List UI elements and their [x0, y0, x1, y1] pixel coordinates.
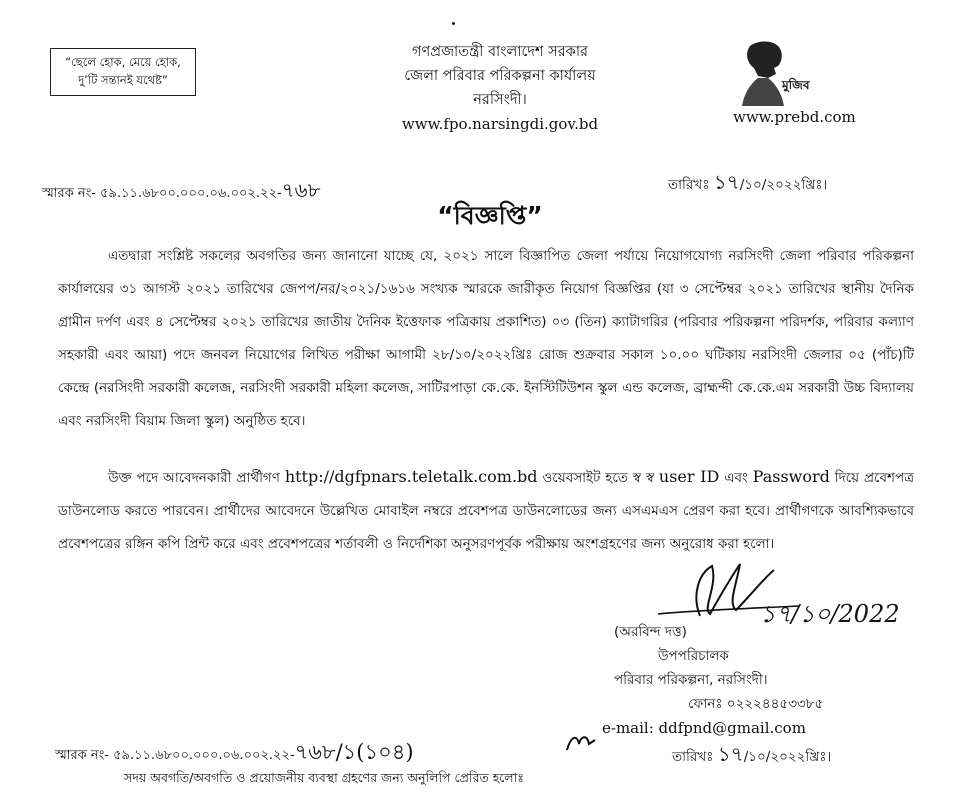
portrait-icon [728, 38, 820, 108]
para1-text: এতদ্বারা সংশ্লিষ্ট সকলের অবগতির জন্য জানানো যাচ্ছে যে, ২০২১ সালে বিজ্ঞাপিত জেলা পর্যায়ে নিয়োগযোগ্য নরসিংদী জেলা পরিবার পরিকল্পনা কার্যালয়ের ৩১ আগস্ট ২০২১ তারিখের জেপপ/নর/২০২১/১৬১৬ সংখ্যক স্মারকে জারীকৃত নিয়োগ বিজ্ঞপ্তির (যা ৩ সেপ্টেম্বর ২০২১ তারিখের স্থানীয় দৈনিক গ্রামীন দর্পণ এবং ৪ সেপ্টেম্বর ২০২১ তারিখের জাতীয় দৈনিক ইত্তেফাক পত্রিকায় প্রকাশিত) ০৩ (তিন) ক্যাটাগরির (পরিবার পরিকল্পনা পরিদর্শক, পরিবার কল্যাণ সহকারী এবং আয়া) পদে জনবল নিয়োগের লিখিত পরীক্ষা আগামী ২৮/১০/২০২২খ্রিঃ রোজ শুক্রবার সকাল ১০.০০ ঘটিকায় নরসিংদী জেলার ০৫ (পাঁচ)টি কেন্দ্রে (নরসিংদী সরকারী কলেজ, নরসিংদী সরকারী মহিলা কলেজ, সাটিরপাড়া কে.কে. ইনস্টিটিউশন স্কুল এন্ড কলেজ, ব্রাহ্মন্দী কে.কে.এম সরকারী উচ্চ বিদ্যালয় এবং নরসিংদী বিয়াম জিলা স্কুল) অনুষ্ঠিত হবে। [58, 248, 914, 429]
signatory-email[interactable]: e-mail: ddfpnd@gmail.com [602, 719, 806, 737]
signatory-name: (অরবিন্দ দত্ত) [614, 624, 687, 640]
date-bottom-day: ১৭ [717, 742, 744, 766]
date-top-label: তারিখঃ [668, 177, 710, 193]
page-dot [452, 22, 455, 25]
initials [563, 730, 599, 754]
para2-text-a: উক্ত পদে আবেদনকারী প্রার্থীগণ [108, 470, 280, 486]
signatory-office: পরিবার পরিকল্পনা, নরসিংদী। [614, 672, 768, 688]
copy-note: সদয় অবগতি/অবগতি ও প্রয়োজনীয় ব্যবস্থা গ্রহণের জন্য অনুলিপি প্রেরিত হলোঃ [124, 770, 524, 785]
slogan-box [50, 48, 196, 96]
password-text: Password [752, 467, 830, 486]
date-bottom-rest: /১০/২০২২খ্রিঃ। [743, 749, 832, 765]
userid-text: user ID [658, 467, 720, 486]
para2-text-c: এবং [724, 470, 748, 486]
date-top-rest: /১০/২০২২খ্রিঃ। [739, 177, 828, 193]
header-website[interactable]: www.fpo.narsingdi.gov.bd [401, 115, 599, 133]
portrait-website[interactable]: www.prebd.com [733, 108, 856, 126]
header-district: নরসিংদী। [473, 92, 527, 108]
body-paragraph-1 [58, 240, 914, 438]
notice-title: “বিজ্ঞপ্তি” [437, 201, 543, 230]
memo-bottom-handwritten-number: ৭৬৮/১(১০৪) [294, 740, 414, 764]
letterhead [300, 40, 700, 136]
portrait-logo [728, 38, 820, 108]
date-bottom [672, 740, 831, 773]
para2-text-b: ওয়েবসাইট হতে স্ব স্ব [542, 470, 655, 486]
date-top-day: ১৭ [713, 170, 740, 194]
teletalk-link[interactable]: http://dgfpnars.teletalk.com.bd [284, 467, 538, 486]
memo-label: স্মারক নং- ৫৯.১১.৬৮০০.০০০.০৬.০০২.২২- [42, 186, 282, 201]
memo-number [42, 176, 321, 209]
header-government: গণপ্রজাতন্ত্রী বাংলাদেশ সরকার [411, 44, 588, 60]
memo-handwritten-number: ৭৬৮ [281, 178, 321, 202]
initials-icon [563, 730, 599, 754]
date-top [668, 168, 827, 201]
slogan-line-1: “ছেলে হোক, মেয়ে হোক, [65, 55, 181, 69]
date-bottom-label: তারিখঃ [672, 749, 714, 765]
signatory-phone: ফোনঃ ০২২২৪৪৫৩৩৮৫ [688, 696, 824, 712]
signatory-block [602, 620, 824, 740]
memo-number-bottom [55, 736, 414, 771]
portrait-caption: মুজিব [782, 78, 810, 92]
para2-text-d: দিয়ে প্রবেশপত্র ডাউনলোড করতে পারবেন। প্রার্থীদের আবেদনে উল্লেখিত মোবাইল নম্বরে প্রবেশপত্র ডাউনলোডের জন্য এসএমএস প্রেরণ করা হবে। প্রার্থীগণকে আবশ্যিকভাবে প্রবেশপত্রের রঙ্গিন কপি প্রিন্ট করে এবং প্রবেশপত্রের শর্তাবলী ও নির্দেশিকা অনুসরণপূর্বক পরীক্ষায় অংশগ্রহণের জন্য অনুরোধ করা হলো। [58, 470, 915, 552]
body-paragraph-2 [58, 460, 914, 561]
slogan-line-2: দু’টি সন্তানই যথেষ্ট” [78, 73, 168, 87]
signatory-designation: উপপরিচালক [658, 648, 729, 664]
header-office: জেলা পরিবার পরিকল্পনা কার্যালয় [404, 68, 596, 84]
signature-date: ১৭/১০/2022 [760, 600, 900, 628]
memo-bottom-label: স্মারক নং- ৫৯.১১.৬৮০০.০০০.০৬.০০২.২২- [55, 748, 295, 763]
